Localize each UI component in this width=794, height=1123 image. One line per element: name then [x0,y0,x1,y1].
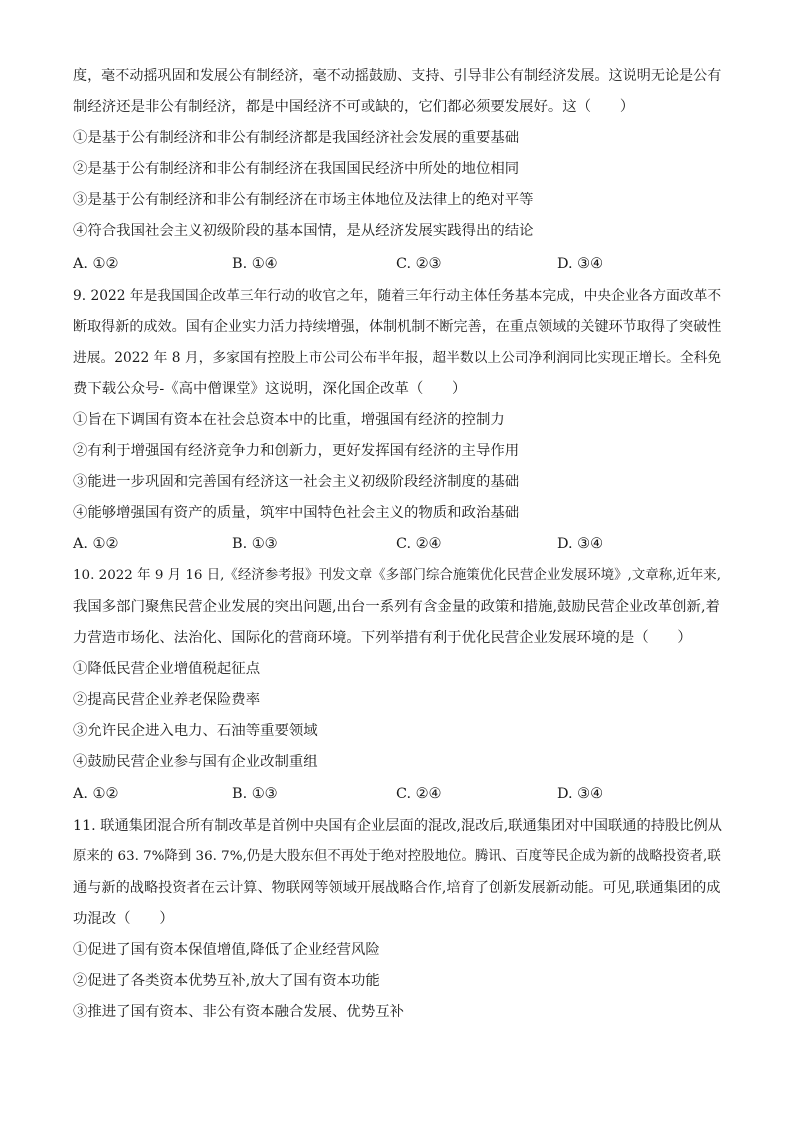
q8-stem-line: 度，毫不动摇巩固和发展公有制经济，毫不动摇鼓励、支持、引导非公有制经济发展。这说明无论是公有 [73,68,722,84]
q8-statement-3: ③是基于公有制经济和非公有制经济在市场主体地位及法律上的绝对平等 [73,192,534,208]
q8-statement-1: ①是基于公有制经济和非公有制经济都是我国经济社会发展的重要基础 [73,130,520,146]
q9-option-c: C. ②④ [396,536,442,552]
q9-option-d: D. ③④ [557,536,603,552]
q9-option-b: B. ①③ [232,536,278,552]
q8-option-a: A. ①② [73,256,119,272]
q10-option-d: D. ③④ [557,786,603,802]
q10-option-a: A. ①② [73,786,119,802]
q10-statement-4: ④鼓励民营企业参与国有企业改制重组 [73,754,318,770]
q9-statement-4: ④能够增强国有资产的质量，筑牢中国特色社会主义的物质和政治基础 [73,505,520,521]
q10-statement-3: ③允许民企进入电力、石油等重要领域 [73,723,318,739]
q9-stem-line: 9. 2022 年是我国国企改革三年行动的收官之年，随着三年行动主体任务基本完成，中央企业各方面改革不 [73,288,722,304]
q11-stem-line: 原来的 63. 7%降到 36. 7%,仍是大股东但不再处于绝对控股地位。腾讯、百度等民企成为新的战略投资者,联 [73,849,721,864]
q10-option-b: B. ①③ [232,786,278,802]
q11-stem-line: 通与新的战略投资者在云计算、物联网等领域开展战略合作,培育了创新发展新动能。可见,联通集团的成 [73,880,721,896]
q11-statement-3: ③推进了国有资本、非公有资本融合发展、优势互补 [73,1004,404,1020]
q10-stem-line: 力营造市场化、法治化、国际化的营商环境。下列举措有利于优化民营企业发展环境的是（ ） [73,630,692,646]
q10-stem-line: 我国多部门聚焦民营企业发展的突出问题,出台一系列有含金量的政策和措施,鼓励民营企业改革创新,着 [73,599,720,615]
q8-option-d: D. ③④ [557,256,603,272]
q8-option-c: C. ②③ [396,256,442,272]
q8-statement-4: ④符合我国社会主义初级阶段的基本国情，是从经济发展实践得出的结论 [73,223,534,239]
q9-stem-line: 进展。2022 年 8 月，多家国有控股上市公司公布半年报，超半数以上公司净利润同比实现正增长。全科免 [73,350,722,366]
q9-stem-line: 断取得新的成效。国有企业实力活力持续增强，体制机制不断完善，在重点领域的关键环节取得了突破性 [73,319,722,335]
q9-statement-3: ③能进一步巩固和完善国有经济这一社会主义初级阶段经济制度的基础 [73,474,520,490]
q11-statement-1: ①促进了国有资本保值增值,降低了企业经营风险 [73,942,380,958]
q8-statement-2: ②是基于公有制经济和非公有制经济在我国国民经济中所处的地位相同 [73,161,520,177]
q11-statement-2: ②促进了各类资本优势互补,放大了国有资本功能 [73,973,380,989]
q9-stem-line: 费下载公众号-《高中僧课堂》这说明，深化国企改革（ ） [73,381,467,397]
q10-option-c: C. ②④ [396,786,442,802]
q11-stem-line: 功混改（ ） [73,911,174,927]
q8-stem-line: 制经济还是非公有制经济，都是中国经济不可或缺的，它们都必须要发展好。这（ ） [73,99,635,115]
q8-option-b: B. ①④ [232,256,278,272]
q10-statement-2: ②提高民营企业养老保险费率 [73,692,261,708]
q9-statement-2: ②有利于增强国有经济竞争力和创新力，更好发挥国有经济的主导作用 [73,443,520,459]
q10-stem-line: 10. 2022 年 9 月 16 日,《经济参考报》刊发文章《多部门综合施策优化民营企业发展环境》,文章称,近年来, [73,568,721,583]
q9-statement-1: ①旨在下调国有资本在社会总资本中的比重，增强国有经济的控制力 [73,412,505,428]
q11-stem-line: 11. 联通集团混合所有制改革是首例中央国有企业层面的混改,混改后,联通集团对中国联通的持股比例从 [73,818,723,834]
q9-option-a: A. ①② [73,536,119,552]
q10-statement-1: ①降低民营企业增值税起征点 [73,661,261,677]
